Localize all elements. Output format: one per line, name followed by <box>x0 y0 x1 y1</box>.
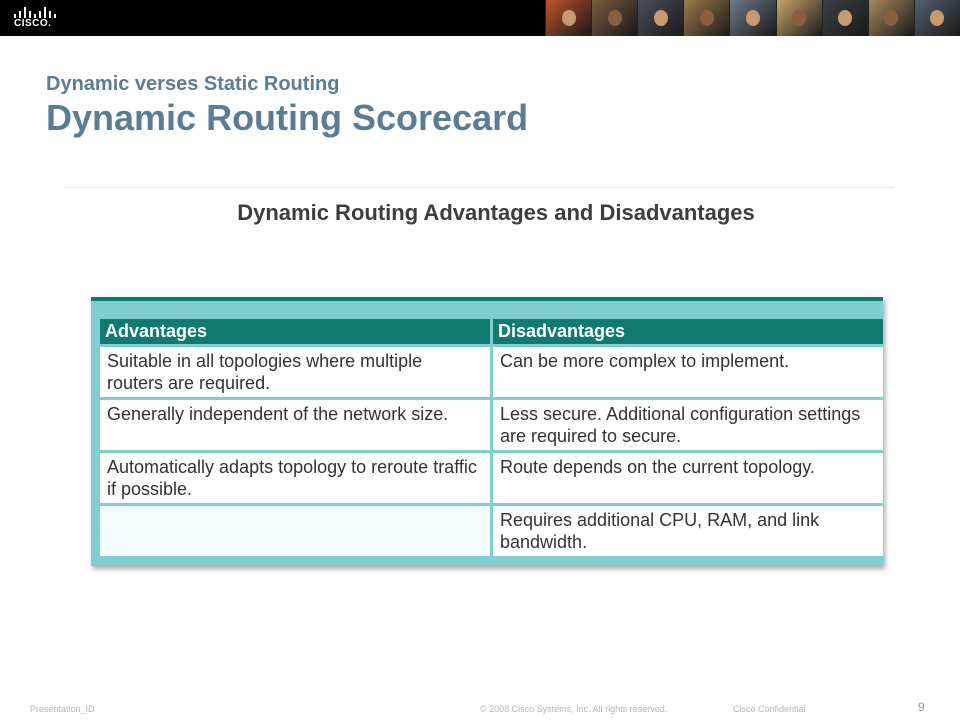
figure-title: Dynamic Routing Advantages and Disadvantages <box>237 200 755 225</box>
portrait-icon <box>884 10 898 26</box>
portrait-icon <box>838 10 852 26</box>
header-photo <box>868 0 914 36</box>
portrait-icon <box>608 10 622 26</box>
table-header-row <box>100 319 883 344</box>
header-disadvantages: Disadvantages <box>493 319 883 344</box>
header-photo <box>729 0 775 36</box>
portrait-icon <box>792 10 806 26</box>
advantage-cell: Automatically adapts topology to reroute traffic if possible. <box>100 453 490 503</box>
header-photo-strip <box>545 0 960 36</box>
header-photo <box>822 0 868 36</box>
disadvantage-cell: Route depends on the current topology. <box>493 453 883 503</box>
table-row <box>100 506 883 556</box>
header-photo <box>545 0 591 36</box>
page-number: 9 <box>918 700 925 714</box>
table-row <box>100 400 883 450</box>
slide-subtitle: Dynamic verses Static Routing <box>46 73 340 95</box>
header-advantages: Advantages <box>100 319 490 344</box>
header-photo <box>776 0 822 36</box>
table-row <box>100 347 883 397</box>
portrait-icon <box>700 10 714 26</box>
figure-divider <box>64 187 894 188</box>
disadvantage-cell: Can be more complex to implement. <box>493 347 883 397</box>
disadvantage-cell: Requires additional CPU, RAM, and link bandwidth. <box>493 506 883 556</box>
cisco-bars-icon <box>14 6 56 18</box>
portrait-icon <box>562 10 576 26</box>
header-bar <box>0 0 960 36</box>
header-photo <box>637 0 683 36</box>
footer-confidential: Cisco Confidential <box>733 704 806 714</box>
slide-title: Dynamic Routing Scorecard <box>46 97 529 138</box>
advantage-cell: Generally independent of the network size. <box>100 400 490 450</box>
scorecard-table-frame <box>91 297 883 566</box>
footer-copyright: © 2008 Cisco Systems, Inc. All rights reserved. <box>480 704 668 714</box>
cisco-logo-text: CISCO. <box>14 18 52 29</box>
table-row <box>100 453 883 503</box>
portrait-icon <box>654 10 668 26</box>
header-photo <box>591 0 637 36</box>
portrait-icon <box>746 10 760 26</box>
scorecard-table <box>97 316 886 559</box>
portrait-icon <box>930 10 944 26</box>
disadvantage-cell: Less secure. Additional configuration settings are required to secure. <box>493 400 883 450</box>
cisco-logo <box>14 6 74 32</box>
header-photo <box>914 0 960 36</box>
header-photo <box>683 0 729 36</box>
footer-presentation-id: Presentation_ID <box>30 704 95 714</box>
advantage-cell-empty <box>100 506 490 556</box>
advantage-cell: Suitable in all topologies where multiple routers are required. <box>100 347 490 397</box>
